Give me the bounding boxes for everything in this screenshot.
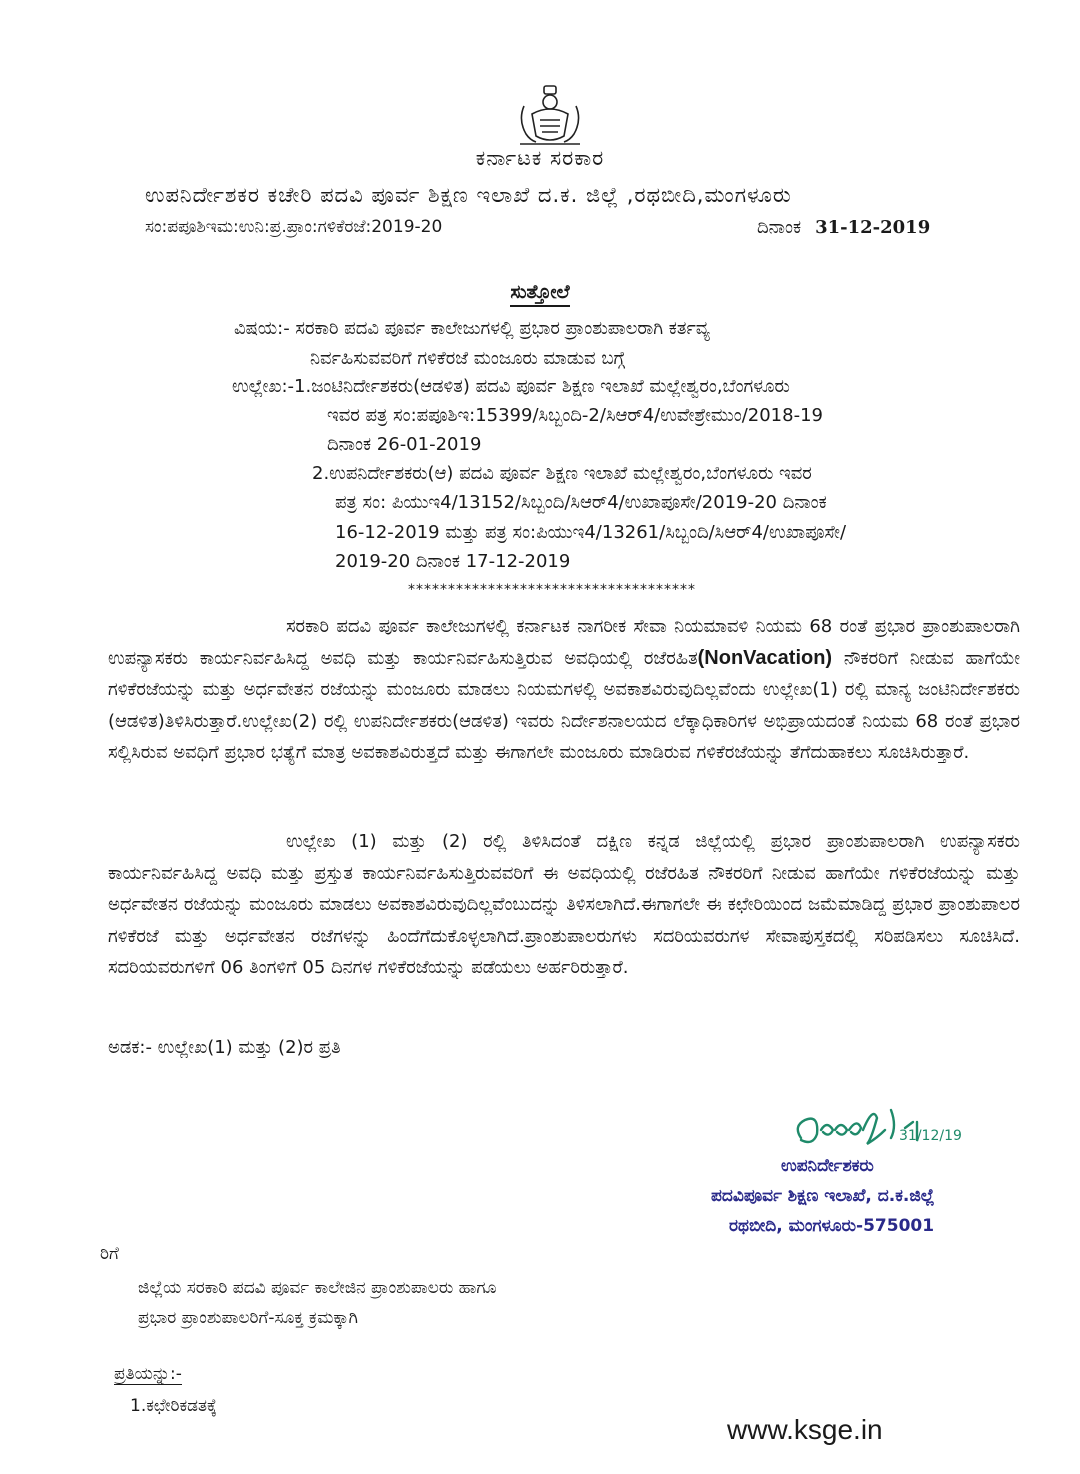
government-name: ಕರ್ನಾಟಕ ಸರಕಾರ <box>475 146 605 170</box>
date-value: 31-12-2019 <box>815 217 931 238</box>
copy-label <box>114 1364 182 1384</box>
reference-1-line-1: ಉಲ್ಲೇಖ:-1.ಜಂಟಿನಿರ್ದೇಶಕರು(ಆಡಳಿತ) ಪದವಿ ಪೂರ್ವ ಶಿಕ್ಷಣ ಇಲಾಖೆ ಮಲ್ಲೇಶ್ವರಂ,ಬೆಂಗಳೂರು <box>232 376 790 397</box>
body-paragraph-2: ಉಲ್ಲೇಖ (1) ಮತ್ತು (2) ರಲ್ಲಿ ತಿಳಿಸಿದಂತೆ ದಕ್ಷಿಣ ಕನ್ನಡ ಜಿಲ್ಲೆಯಲ್ಲಿ ಪ್ರಭಾರ ಪ್ರಾಂಶುಪಾಲರಾಗಿ ಉಪನ್ಯಾಸಕರು ಕಾರ್ಯನಿರ್ವಹಿಸಿದ್ದ ಅವಧಿ ಮತ್ತು ಪ್ರಸ್ತುತ ಕಾರ್ಯನಿರ್ವಹಿಸುತ್ತಿರುವವರಿಗೆ ಈ ಅವಧಿಯಲ್ಲಿ ರಜೆರಹಿತ ನೌಕರರಿಗೆ ನೀಡುವ ಹಾಗೆಯೇ ಗಳಿಕೆರಜೆಯನ್ನು ಮತ್ತು ಅರ್ಧವೇತನ ರಜೆಯನ್ನು ಮಂಜೂರು ಮಾಡಲು ಅವಕಾಶವಿರುವುದಿಲ್ಲವೆಂಬುದನ್ನು ತಿಳಿಸಲಾಗಿದೆ.ಈಗಾಗಲೇ ಈ ಕಛೇರಿಯಿಂದ ಜಮೆಮಾಡಿದ್ದ ಪ್ರಭಾರ ಪ್ರಾಂಶುಪಾಲರ ಗಳಿಕೆರಜೆ ಮತ್ತು ಅರ್ಧವೇತನ ರಜೆಗಳನ್ನು ಹಿಂದೆಗೆದುಕೊಳ್ಳಲಾಗಿದೆ.ಪ್ರಾಂಶುಪಾಲರುಗಳು ಸದರಿಯವರುಗಳ ಸೇವಾಪುಸ್ತಕದಲ್ಲಿ ಸರಿಪಡಿಸಲು ಸೂಚಿಸಿದೆ. ಸದರಿಯವರುಗಳಿಗೆ 06 ತಿಂಗಳಿಗೆ 05 ದಿನಗಳ ಗಳಿಕೆರಜೆಯನ್ನು ಪಡೆಯಲು ಅರ್ಹರಿರುತ್ತಾರೆ. <box>108 831 1020 978</box>
reference-1-line-3: ದಿನಾಂಕ 26-01-2019 <box>327 434 482 455</box>
signatory-department: ಪದವಿಪೂರ್ವ ಶಿಕ್ಷಣ ಇಲಾಖೆ, ದ.ಕ.ಜಿಲ್ಲೆ <box>711 1186 935 1206</box>
separator-stars: ************************************ <box>408 582 696 598</box>
office-name: ಉಪನಿರ್ದೇಶಕರ ಕಚೇರಿ ಪದವಿ ಪೂರ್ವ ಶಿಕ್ಷಣ ಇಲಾಖೆ ದ.ಕ. ಜಿಲ್ಲೆ ,ರಥಬೀದಿ,ಮಂಗಳೂರು <box>145 183 792 207</box>
signatory-block <box>711 1151 934 1241</box>
circular-title-text: ಸುತ್ತೋಲೆ <box>510 281 569 307</box>
signature-date: 31/12/19 <box>899 1128 962 1144</box>
reference-2-line-4: 2019-20 ದಿನಾಂಕ 17-12-2019 <box>335 551 571 572</box>
karnataka-emblem-icon <box>514 84 586 150</box>
signatory-designation: ಉಪನಿರ್ದೇಶಕರು <box>781 1156 874 1176</box>
copy-label-text: ಪ್ರತಿಯನ್ನು:- <box>114 1364 182 1384</box>
enclosure-note: ಅಡಕ:- ಉಲ್ಲೇಖ(1) ಮತ್ತು (2)ರ ಪ್ರತಿ <box>108 1037 341 1058</box>
body-paragraph-1 <box>108 611 1020 769</box>
recipient-label: ರಿಗೆ <box>100 1244 119 1264</box>
reference-1-line-2: ಇವರ ಪತ್ರ ಸಂ:ಪಪೂಶಿಇ:15399/ಸಿಬ್ಬಂದಿ-2/ಸಿಆರ್4/ಉವೇಶ್ರೇಮುಂ/2018-19 <box>327 405 823 426</box>
subject-line-1: ವಿಷಯ:- ಸರಕಾರಿ ಪದವಿ ಪೂರ್ವ ಕಾಲೇಜುಗಳಲ್ಲಿ ಪ್ರಭಾರ ಪ್ರಾಂಶುಪಾಲರಾಗಿ ಕರ್ತವ್ಯ <box>234 318 710 339</box>
body-paragraph-1-part-2: ನೌಕರರಿಗೆ ನೀಡುವ ಹಾಗೆಯೇ ಗಳಿಕೆರಜೆಯನ್ನು ಮತ್ತು ಅರ್ಧವೇತನ ರಜೆಯನ್ನು ಮಂಜೂರು ಮಾಡಲು ನಿಯಮಗಳಲ್ಲಿ ಅವಕಾಶವಿರುವುದಿಲ್ಲವೆಂದು ಉಲ್ಲೇಖ(1) ರಲ್ಲಿ ಮಾನ್ಯ ಜಂಟಿನಿರ್ದೇಶಕರು (ಆಡಳಿತ)ತಿಳಿಸಿರುತ್ತಾರೆ.ಉಲ್ಲೇಖ(2) ರಲ್ಲಿ ಉಪನಿರ್ದೇಶಕರು(ಆಡಳಿತ) ಇವರು ನಿರ್ದೇಶನಾಲಯದ ಲೆಕ್ಕಾಧಿಕಾರಿಗಳ ಅಭಿಪ್ರಾಯದಂತೆ ನಿಯಮ 68 ರಂತೆ ಪ್ರಭಾರ ಸಲ್ಲಿಸಿರುವ ಅವಧಿಗೆ ಪ್ರಭಾರ ಭತ್ಯೆಗೆ ಮಾತ್ರ ಅವಕಾಶವಿರುತ್ತದೆ ಮತ್ತು ಈಗಾಗಲೇ ಮಂಜೂರು ಮಾಡಿರುವ ಗಳಿಕೆರಜೆಯನ್ನು ತೆಗೆದುಹಾಕಲು ಸೂಚಿಸಿರುತ್ತಾರೆ. <box>108 647 1020 763</box>
reference-2-line-3: 16-12-2019 ಮತ್ತು ಪತ್ರ ಸಂ:ಪಿಯುಇ4/13261/ಸಿಬ್ಬಂದಿ/ಸಿಆರ್4/ಉಖಾಪೂಸೇ/ <box>335 522 847 543</box>
circular-title <box>0 281 1080 303</box>
reference-number: ಸಂ:ಪಪೂಶಿಇಮ:ಉನಿ:ಪ್ರ.ಪ್ರಾಂ:ಗಳಿಕೆರಜೆ:2019-20 <box>145 217 443 237</box>
reference-2-line-2: ಪತ್ರ ಸಂ: ಪಿಯುಇ4/13152/ಸಿಬ್ಬಂದಿ/ಸಿಆರ್4/ಉಖಾಪೂಸೇ/2019-20 ದಿನಾಂಕ <box>335 492 827 513</box>
copy-item-1: 1.ಕಛೇರಿಕಡತಕ್ಕೆ <box>130 1396 217 1416</box>
handwritten-signature-icon <box>787 1100 977 1156</box>
recipient-line-2: ಪ್ರಭಾರ ಪ್ರಾಂಶುಪಾಲರಿಗೆ-ಸೂಕ್ತ ಕ್ರಮಕ್ಕಾಗಿ <box>138 1308 358 1328</box>
website-watermark: www.ksge.in <box>727 1414 883 1445</box>
reference-2-line-1: 2.ಉಪನಿರ್ದೇಶಕರು(ಆ) ಪದವಿ ಪೂರ್ವ ಶಿಕ್ಷಣ ಇಲಾಖೆ ಮಲ್ಲೇಶ್ವರಂ,ಬೆಂಗಳೂರು ಇವರ <box>312 463 812 484</box>
signatory-address: ರಥಬೀದಿ, ಮಂಗಳೂರು-575001 <box>729 1216 935 1236</box>
date-block <box>757 217 930 238</box>
recipient-line-1: ಜಿಲ್ಲೆಯ ಸರಕಾರಿ ಪದವಿ ಪೂರ್ವ ಕಾಲೇಜಿನ ಪ್ರಾಂಶುಪಾಲರು ಹಾಗೂ <box>138 1278 497 1298</box>
body-paragraph-1-part-1: ಸರಕಾರಿ ಪದವಿ ಪೂರ್ವ ಕಾಲೇಜುಗಳಲ್ಲಿ ಕರ್ನಾಟಕ ನಾಗರೀಕ ಸೇವಾ ನಿಯಮಾವಳಿ ನಿಯಮ 68 ರಂತೆ ಪ್ರಭಾರ ಪ್ರಾಂಶುಪಾಲರಾಗಿ ಉಪನ್ಯಾಸಕರು ಕಾರ್ಯನಿರ್ವಹಿಸಿದ್ದ ಅವಧಿ ಮತ್ತು ಕಾರ್ಯನಿರ್ವಹಿಸುತ್ತಿರುವ ಅವಧಿಯಲ್ಲಿ ರಜೆರಹಿತ <box>108 616 1020 669</box>
date-label: ದಿನಾಂಕ <box>757 217 802 238</box>
nonvacation-term: (NonVacation) <box>697 646 833 669</box>
subject-line-2: ನಿರ್ವಹಿಸುವವರಿಗೆ ಗಳಿಕೆರಜೆ ಮಂಜೂರು ಮಾಡುವ ಬಗ್ಗೆ <box>310 348 626 369</box>
